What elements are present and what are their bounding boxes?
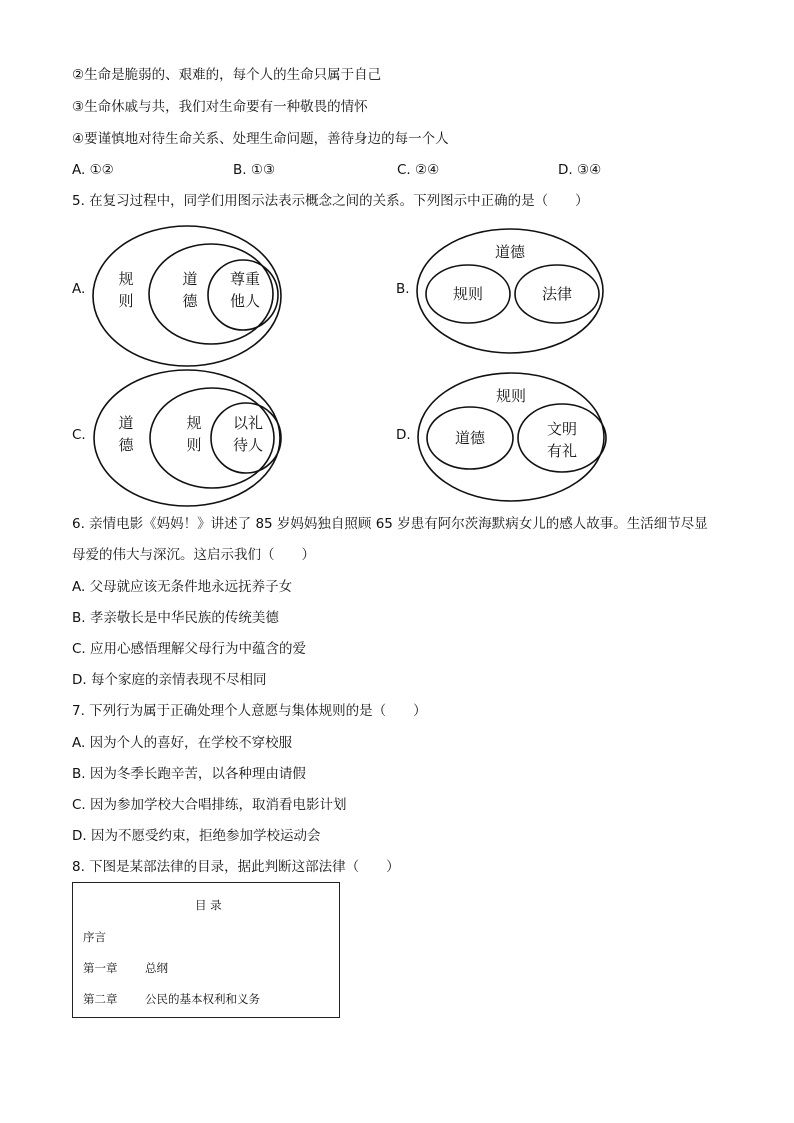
diagram-c-inner-2: 待人	[232, 436, 264, 454]
q4-option-c: C. ②④	[397, 162, 440, 178]
toc-chapter-2-number: 第二章	[83, 992, 118, 1006]
toc-chapter-1-title: 总纲	[145, 961, 168, 975]
toc-preface: 序言	[83, 930, 106, 944]
q6-stem-line-1: 6. 亲情电影《妈妈！》讲述了 85 岁妈妈独自照顾 65 岁患有阿尔茨海默病女儿的感人故事。生活细节尽显	[72, 516, 708, 532]
diagram-c	[88, 366, 300, 516]
q7-option-d: D. 因为不愿受约束，拒绝参加学校运动会	[72, 828, 321, 844]
diagram-d	[413, 368, 609, 510]
diagram-a	[88, 222, 300, 374]
q4-option-a: A. ①②	[72, 162, 114, 178]
q7-option-c: C. 因为参加学校大合唱排练，取消看电影计划	[72, 797, 347, 813]
statement-3: ③生命休戚与共，我们对生命要有一种敬畏的情怀	[72, 99, 368, 115]
q6-option-a: A. 父母就应该无条件地永远抚养子女	[72, 579, 293, 595]
q7-stem: 7. 下列行为属于正确处理个人意愿与集体规则的是（ ）	[72, 703, 427, 719]
diagram-b-outer: 道德	[494, 243, 526, 261]
diagram-a-mid-2: 德	[182, 292, 198, 310]
diagram-d-right-2: 有礼	[546, 442, 578, 460]
diagram-d-left: 道德	[454, 429, 486, 447]
diagram-b-left: 规则	[452, 285, 484, 303]
diagram-c-mid-2: 则	[186, 436, 202, 454]
diagram-a-outer-1: 规	[118, 270, 134, 288]
diagram-c-inner-1: 以礼	[232, 414, 264, 432]
diagram-b-label: B.	[396, 281, 410, 297]
toc-chapter-1-number: 第一章	[83, 961, 118, 975]
statement-4: ④要谨慎地对待生命关系、处理生命问题，善待身边的每一个人	[72, 131, 449, 147]
q6-option-c: C. 应用心感悟理解父母行为中蕴含的爱	[72, 641, 307, 657]
diagram-a-label: A.	[72, 281, 86, 297]
q4-option-b: B. ①③	[233, 162, 276, 178]
diagram-c-label: C.	[72, 427, 86, 443]
table-of-contents-box	[72, 882, 340, 1018]
q7-option-b: B. 因为冬季长跑辛苦，以各种理由请假	[72, 766, 306, 782]
q6-option-d: D. 每个家庭的亲情表现不尽相同	[72, 672, 267, 688]
toc-chapter-2-title: 公民的基本权利和义务	[145, 992, 260, 1006]
statement-2: ②生命是脆弱的、艰难的，每个人的生命只属于自己	[72, 67, 382, 83]
diagram-d-outer: 规则	[495, 387, 527, 405]
diagram-a-outer-2: 则	[118, 292, 134, 310]
diagram-c-outer-2: 德	[118, 436, 134, 454]
diagram-c-mid-1: 规	[186, 414, 202, 432]
q5-stem: 5. 在复习过程中，同学们用图示法表示概念之间的关系。下列图示中正确的是（ ）	[72, 193, 589, 209]
diagram-a-inner-2: 他人	[229, 292, 261, 310]
diagram-c-outer-1: 道	[118, 414, 134, 432]
q6-stem-line-2: 母爱的伟大与深沉。这启示我们（ ）	[72, 547, 315, 563]
toc-title: 目 录	[195, 898, 222, 912]
diagram-b	[413, 224, 607, 362]
q7-option-a: A. 因为个人的喜好，在学校不穿校服	[72, 735, 293, 751]
diagram-d-label: D.	[396, 427, 411, 443]
diagram-a-inner-1: 尊重	[229, 270, 261, 288]
diagram-a-mid-1: 道	[182, 270, 198, 288]
q8-stem: 8. 下图是某部法律的目录，据此判断这部法律（ ）	[72, 859, 400, 875]
q6-option-b: B. 孝亲敬长是中华民族的传统美德	[72, 610, 279, 626]
diagram-d-right-1: 文明	[546, 420, 578, 438]
diagram-b-right: 法律	[541, 285, 573, 303]
q4-option-d: D. ③④	[558, 162, 602, 178]
